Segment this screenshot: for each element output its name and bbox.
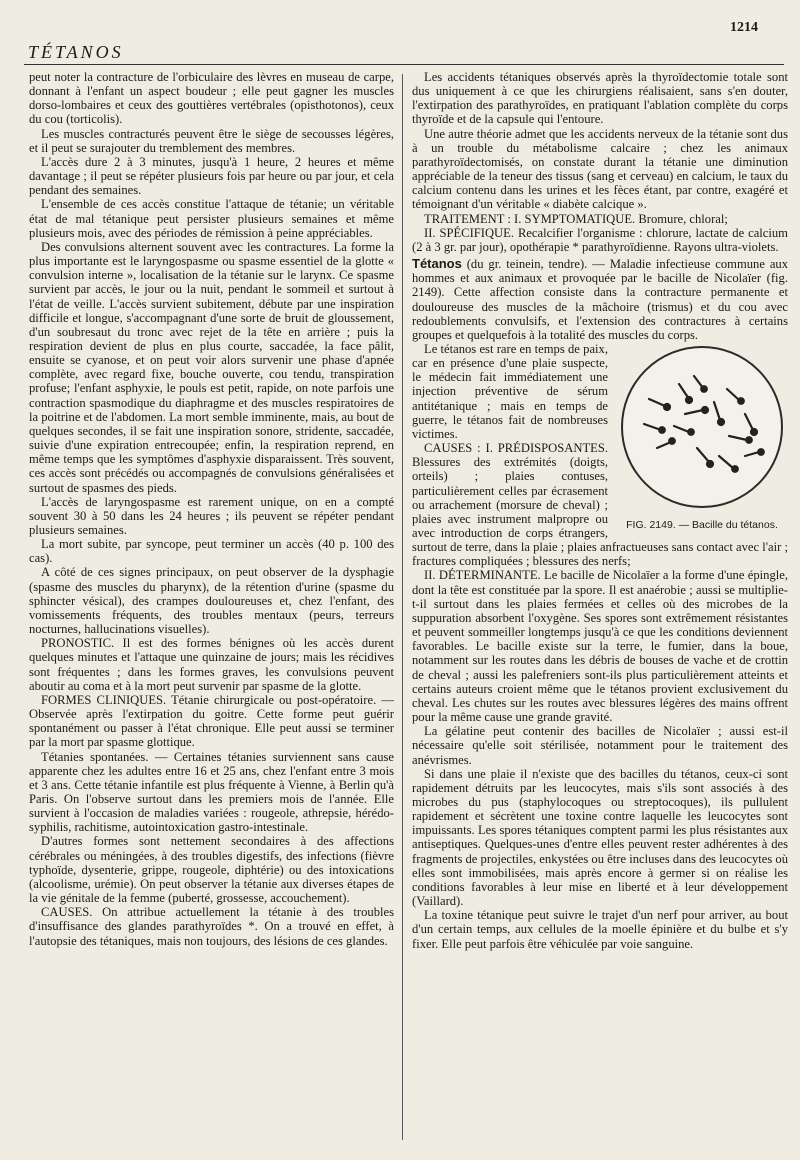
paragraph: A côté de ces signes principaux, on peut observer de la dysphagie (spasme des muscles du pharynx), de la rétention d'urine (spasme du sphincter vésical), des crampes douloureuses et, chez l'enfant, des vomissements fréquents, des troubles mentaux (peurs, terreurs nocturnes, hallucinations visuelles).	[29, 565, 394, 637]
paragraph: peut noter la contracture de l'orbiculaire des lèvres en museau de carpe, donnant à l'enfant un aspect boudeur ; elle peut gagner les muscles dorso-lombaires et ceux des gouttières vertébrales (opisthotonos), ceux du cou (torticolis).	[29, 70, 394, 127]
paragraph: D'autres formes sont nettement secondaires à des affections cérébrales ou méningées, à des troubles digestifs, des infections (fièvre typhoïde, dysenterie, grippe, rougeole, diphtérie) ou des intoxications (alcoolisme, urémie). On peut observer la tétanie aux diverses étapes de la vie génitale de la femme (puberté, grossesse, accouchement).	[29, 834, 394, 906]
left-column	[29, 70, 394, 1142]
paragraph: Les muscles contracturés peuvent être le siège de secousses légères, et il peut se surajouter du tremblement des membres.	[29, 126, 394, 155]
paragraph: Des convulsions alternent souvent avec les contractures. La forme la plus importante est le laryngospasme ou spasme essentiel de la glotte « convulsion interne », localisation de la tétanie sur le larynx. Ce spasme survient par accès, le jour ou la nuit, pendant le sommeil et surtout à l'état de veille. L'accès survient subitement, débute par une inspiration difficile et longue, s'accompagnant d'une sorte de bruit de gloussement, d'un soubresaut du tronc avec rejet de la tête en arrière ; puis la respiration devient de plus en plus courte, saccadée, la face pâlit, ensuite se cyanose, et on peut voir alors survenir une phase d'apnée complète, avec regard fixe, bouche ouverte, cou tendu, transpiration profuse; l'enfant asphyxie, le pouls est petit, rapide, on note parfois une contraction spasmodique du diaphragme et des muscles respiratoires de la poitrine et de l'abdomen. La mort semble imminente, mais, au bout de quelques secondes, il se fait une inspiration sonore, stridente, saccadée, suivie d'une expiration entrecoupée; enfin, la respiration reprend, en même temps que les symptômes d'asphyxie disparaissent. Très souvent, ces accès sont précédés ou accompagnés de convulsions généralisées et surtout de spasmes des pieds.	[29, 239, 394, 495]
paragraph-text: Bromure, chloral;	[638, 211, 728, 226]
entry-etymology: (du gr. teinein, tendre).	[466, 257, 588, 272]
section-label: TRAITEMENT : I. SYMPTOMATIQUE.	[424, 211, 636, 226]
paragraph-text: Tétanie chirurgicale ou post-opératoire. — Observée après l'extirpation du goitre. Cette forme peut guérir spontanément ou passer à l'état chronique. Elle peut aussi se terminer par la mort par spasme glottique.	[29, 692, 394, 750]
entry-text: — Maladie infectieuse commune aux hommes et aux animaux et provoquée par le bacille de Nicolaïer (fig. 2149). Cette affection consiste dans la contracture permanente et douloureuse des muscles de la mâchoire (trismus) et du cou avec redoublements convulsifs, et l'extension des contractures à certains groupes et quelquefois à la totalité des muscles du corps.	[412, 257, 788, 342]
entry-paragraph	[412, 257, 788, 342]
paragraph-text: Il est des formes bénignes où les accès durent quelques minutes et l'attaque une quinzaine de jours; mais les récidives sont fréquentes ; dans les formes graves, les convulsions peuvent aboutir au coma et à la mort peut survenir par spasme de la glotte.	[29, 636, 394, 693]
section-label: CAUSES : I. PRÉDISPOSANTES.	[424, 441, 608, 456]
paragraph	[412, 212, 788, 226]
paragraph	[412, 226, 788, 254]
paragraph: La mort subite, par syncope, peut terminer un accès (40 p. 100 des cas).	[29, 537, 394, 566]
paragraph	[29, 905, 394, 947]
paragraph: L'ensemble de ces accès constitue l'attaque de tétanie; un véritable état de mal tétanique peut persister plusieurs semaines et même plusieurs mois, avec des périodes de rémission à peine appréciables.	[29, 197, 394, 240]
paragraph	[29, 636, 394, 693]
section-label: II. SPÉCIFIQUE.	[424, 225, 514, 240]
paragraph-text: On attribue actuellement la tétanie à des troubles d'insuffisance des glandes parathyroïdes *. On a trouvé en effet, à l'autopsie des tétaniques, mais non toujours, des lésions de ces glandes.	[29, 905, 394, 948]
running-title: TÉTANOS	[28, 42, 124, 62]
paragraph	[412, 568, 788, 724]
paragraph: La gélatine peut contenir des bacilles de Nicolaïer ; aussi est-il nécessaire qu'elle soit stérilisée, notamment pour le traitement des anévrismes.	[412, 724, 788, 767]
page-number: 1214	[730, 20, 758, 35]
entry-headword: Tétanos	[412, 256, 462, 272]
paragraph-text: Le bacille de Nicolaïer a la forme d'une épingle, dont la tête est constituée par la spore. Il est anaérobie ; aussi se multiplie-t-il surtout dans les plaies fermées et celles où des microbes de la suppuration absorbent l'oxygène. Ses spores sont extrêmement résistantes et peuvent sommeiller longtemps jusqu'à ce que les conditions deviennent favorables. Le bacille existe sur la terre, le fumier, dans la boue, notamment sur les routes dans les débris de bouses de vache et de crottin de cheval ; aussi les palefreniers sont-ils plus particulièrement atteints et certains auteurs croient même que le tétanos provient exclusivement du cheval. Les chutes sur les routes avec blessures légères des mains offrent pour la même cause une grande gravité.	[412, 568, 788, 725]
figure-caption-label: FIG. 2149.	[626, 519, 676, 532]
section-label: CAUSES.	[41, 905, 93, 920]
paragraph: La toxine tétanique peut suivre le trajet d'un nerf pour arriver, au bout d'un certain temps, aux cellules de la moelle épinière et du bulbe et s'y fixer. Elle peut parfois être véhiculée par voie sanguine.	[412, 908, 788, 951]
figure-caption-text: — Bacille du tétanos.	[678, 519, 778, 532]
paragraph	[29, 693, 394, 750]
section-label: FORMES CLINIQUES.	[41, 692, 167, 707]
right-column	[412, 70, 788, 1142]
figure-caption	[616, 519, 788, 531]
bacillus-figure-image	[619, 344, 785, 510]
paragraph: Une autre théorie admet que les accidents nerveux de la tétanie sont dus à un trouble du métabolisme calcaire ; chez les animaux parathyroïdectomisés, on constate durant la tétanie une diminution appréciable de la teneur des tissus (sang et cerveau) en calcium, le taux du calcium contenu dans les urines et les fèces étant, par contre, exagéré et témoignant d'un véritable « diabète calcique ».	[412, 126, 788, 212]
figure-2149	[616, 344, 788, 531]
paragraph-text: Blessures des extrémités (doigts, orteils) ; plaies contuses, particulièrement celles par écrasement ou arrachement (morsure de cheval) ; plaies avec instrument malpropre ou avec introduction de corps étrangers, surtout de terre, dans la plaie ; plaies anfractueuses sans contact avec l'air ; fractures compliquées ; blessures des nerfs;	[412, 455, 788, 569]
page-header	[0, 0, 800, 70]
section-label: II. DÉTERMINANTE.	[424, 568, 541, 583]
paragraph: Si dans une plaie il n'existe que des bacilles du tétanos, ceux-ci sont rapidement détruits par les leucocytes, mais s'ils sont associés à des microbes du pus (staphylocoques ou streptocoques), ils pullulent rapidement et sécrètent une toxine contre laquelle les leucocytes sont impuissants. Les spores tétaniques comptent parmi les plus résistantes aux antiseptiques. Quelques-unes d'entre elles peuvent rester adhérentes à des fragments de projectiles, enkystées ou être incluses dans des leucocytes où elles sont immobilisées, mais après encore à germer si on réalise les conditions favorables à leur mise en liberté et à leur développement (Vaillard).	[412, 766, 788, 909]
paragraph: Le tétanos est rare en temps de paix, car en présence d'une plaie suspecte, le médecin fait immédiatement une injection préventive de sérum antitétanique ; mais en temps de guerre, le tétanos fait de nombreuses victimes.	[412, 341, 608, 441]
paragraph: L'accès de laryngospasme est rarement unique, on en a compté souvent 30 à 50 dans les 24 heures ; ils peuvent se répéter pendant plusieurs semaines.	[29, 494, 394, 537]
paragraph: L'accès dure 2 à 3 minutes, jusqu'à 1 heure, 2 heures et même davantage ; il peut se répéter plusieurs fois par heure ou par jour, et cela pendant des semaines.	[29, 154, 394, 198]
paragraph-text: Recalcifier l'organisme : chlorure, lactate de calcium (2 à 3 gr. par jour), opothérapie * parathyroïdienne. Rayons ultra-violets.	[412, 225, 788, 254]
header-rule	[24, 64, 784, 65]
column-divider	[402, 74, 403, 1140]
paragraph: Tétanies spontanées. — Certaines tétanies surviennent sans cause apparente chez les adultes entre 16 et 25 ans, chez l'enfant entre 3 mois et 3 ans. Cette tétanie infantile est plus fréquente à Vienne, à Berlin qu'à Paris. On l'observe surtout dans les premiers mois de l'année. Elle survient à l'occasion de maladies variées : rougeole, athrepsie, hérédo-syphilis, rachitisme, autointoxication gastro-intestinale.	[29, 749, 394, 835]
paragraph: Les accidents tétaniques observés après la thyroïdectomie totale sont dus uniquement à ce que les chirurgiens réalisaient, sans s'en douter, l'extirpation des parathyroïdes, en pratiquant l'ablation complète du corps thyroïde et de la capsule qui l'entoure.	[412, 70, 788, 127]
section-label: PRONOSTIC.	[41, 636, 115, 651]
